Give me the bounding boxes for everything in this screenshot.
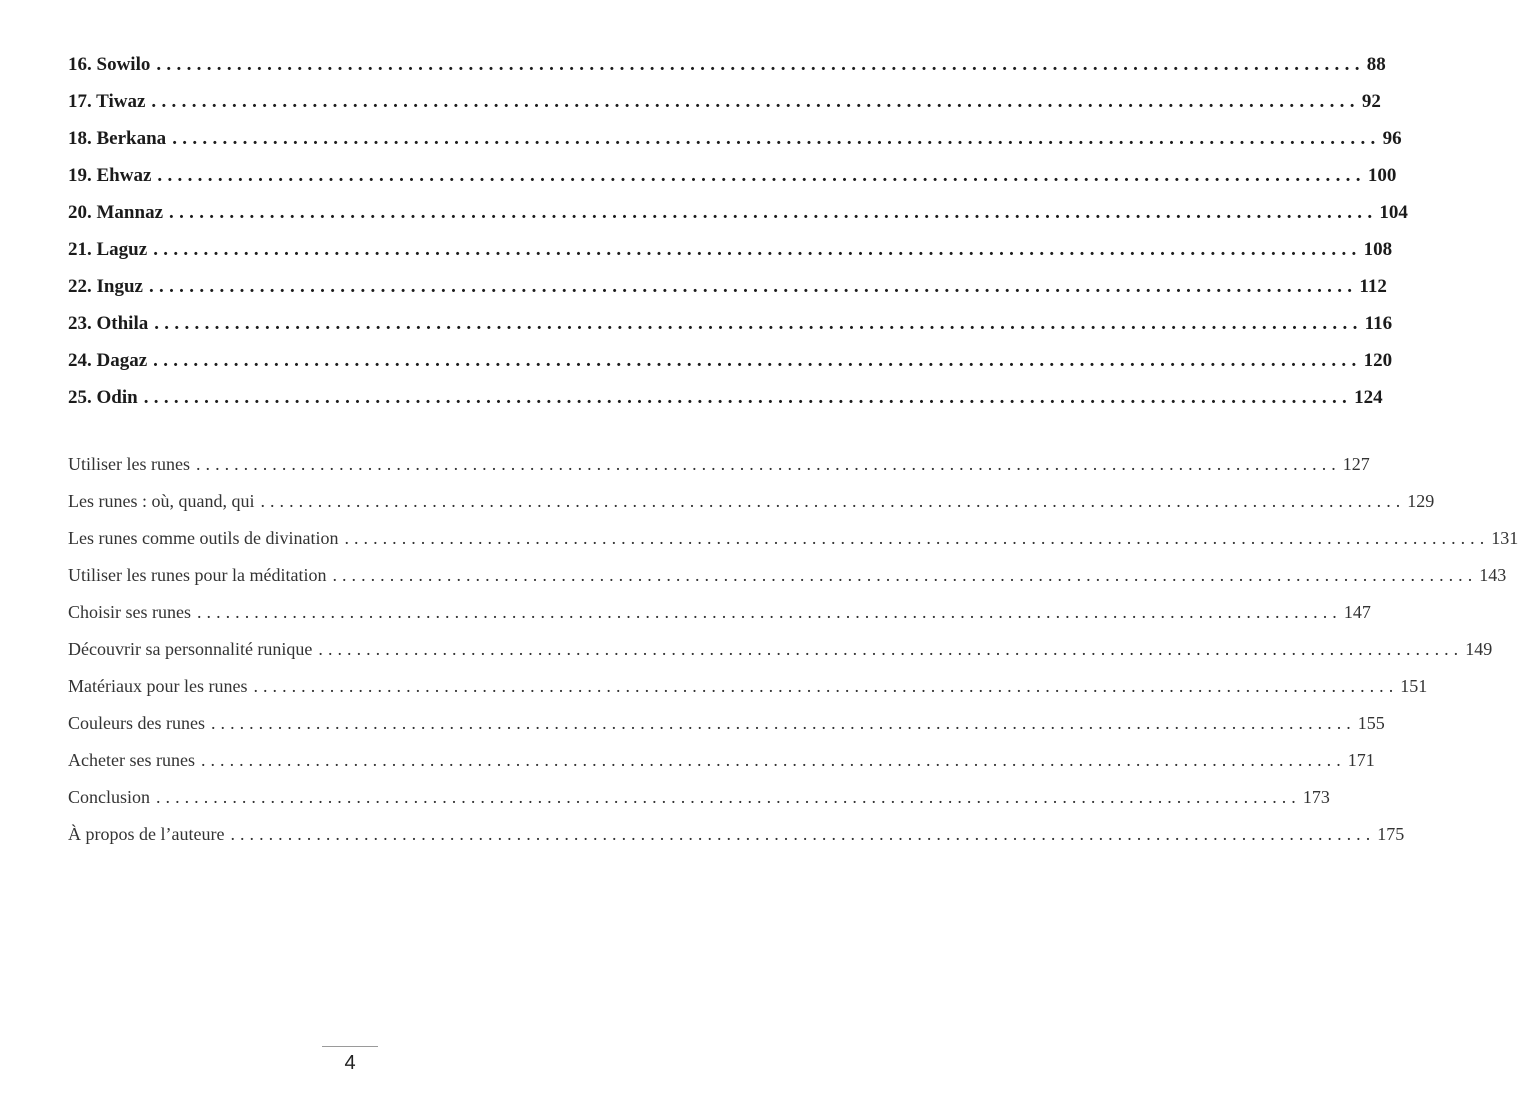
dot-leader: ........................................................................................................................ bbox=[148, 276, 1358, 297]
toc-entry[interactable] bbox=[68, 779, 1330, 816]
toc-entry[interactable] bbox=[68, 705, 1385, 742]
toc-chapter-list bbox=[68, 446, 1518, 853]
toc-entry-title: 25. Odin bbox=[68, 387, 138, 408]
dot-leader: ........................................................................................................................ bbox=[197, 602, 1342, 622]
toc-entry[interactable] bbox=[68, 557, 1507, 594]
toc-entry-title: 21. Laguz bbox=[68, 239, 148, 260]
toc-entry[interactable] bbox=[68, 742, 1375, 779]
toc-entry-title: 22. Inguz bbox=[68, 276, 143, 297]
toc-entry-page: 100 bbox=[1367, 165, 1397, 186]
dot-leader: ........................................................................................................................ bbox=[344, 528, 1490, 548]
toc-entry-page: 104 bbox=[1379, 202, 1408, 223]
dot-leader: ........................................................................................................................ bbox=[332, 565, 1478, 585]
toc-entry-title: 16. Sowilo bbox=[68, 54, 151, 75]
toc-entry[interactable] bbox=[68, 268, 1387, 305]
toc-entry[interactable] bbox=[68, 446, 1370, 483]
toc-entry[interactable] bbox=[68, 342, 1393, 379]
dot-leader: ........................................................................................................................ bbox=[230, 824, 1376, 844]
toc-entry-page: 155 bbox=[1357, 713, 1385, 733]
toc-rune-list bbox=[68, 46, 1408, 416]
toc-entry-page: 173 bbox=[1302, 787, 1330, 807]
toc-entry-title: Utiliser les runes pour la méditation bbox=[68, 565, 327, 585]
toc-entry-title: Choisir ses runes bbox=[68, 602, 191, 622]
toc-entry-page: 175 bbox=[1377, 824, 1405, 844]
toc-entry[interactable] bbox=[68, 46, 1386, 83]
toc-entry-title: Les runes comme outils de divination bbox=[68, 528, 339, 548]
toc-entry[interactable] bbox=[68, 231, 1393, 268]
toc-entry-title: 19. Ehwaz bbox=[68, 165, 152, 186]
dot-leader: ........................................................................................................................ bbox=[151, 91, 1360, 112]
toc-entry[interactable] bbox=[68, 594, 1371, 631]
dot-leader: ........................................................................................................................ bbox=[210, 713, 1356, 733]
toc-entry[interactable] bbox=[68, 379, 1383, 416]
toc-entry-page: 116 bbox=[1364, 313, 1393, 334]
toc-entry[interactable] bbox=[68, 816, 1405, 853]
toc-entry-page: 88 bbox=[1366, 54, 1386, 75]
dot-leader: ........................................................................................................................ bbox=[172, 128, 1381, 149]
toc-entry-title: 18. Berkana bbox=[68, 128, 167, 149]
dot-leader: ........................................................................................................................ bbox=[200, 750, 1346, 770]
dot-leader: ........................................................................................................................ bbox=[143, 387, 1353, 408]
toc-entry-title: 20. Mannaz bbox=[68, 202, 163, 223]
toc-entry-page: 127 bbox=[1342, 454, 1370, 474]
toc-entry-title: Acheter ses runes bbox=[68, 750, 195, 770]
toc-entry-page: 143 bbox=[1479, 565, 1507, 585]
toc-entry[interactable] bbox=[68, 483, 1435, 520]
toc-entry-page: 171 bbox=[1347, 750, 1375, 770]
toc-entry-title: 17. Tiwaz bbox=[68, 91, 146, 112]
dot-leader: ........................................................................................................................ bbox=[195, 454, 1341, 474]
dot-leader: ........................................................................................................................ bbox=[153, 239, 1362, 260]
toc-entry[interactable] bbox=[68, 305, 1393, 342]
dot-leader: ........................................................................................................................ bbox=[156, 787, 1301, 807]
footer-divider bbox=[322, 1046, 378, 1047]
dot-leader: ........................................................................................................................ bbox=[157, 165, 1366, 186]
toc-entry-title: 23. Othila bbox=[68, 313, 149, 334]
toc-entry-page: 92 bbox=[1361, 91, 1381, 112]
toc-entry-page: 129 bbox=[1407, 491, 1435, 511]
dot-leader: ........................................................................................................................ bbox=[253, 676, 1399, 696]
toc-entry-title: Les runes : où, quand, qui bbox=[68, 491, 255, 511]
toc-entry[interactable] bbox=[68, 83, 1381, 120]
toc-entry[interactable] bbox=[68, 631, 1493, 668]
toc-entry-page: 131 bbox=[1491, 528, 1518, 548]
toc-entry-title: 24. Dagaz bbox=[68, 350, 148, 371]
dot-leader: ........................................................................................................................ bbox=[260, 491, 1406, 511]
toc-entry-title: Matériaux pour les runes bbox=[68, 676, 248, 696]
toc-entry-title: Couleurs des runes bbox=[68, 713, 205, 733]
dot-leader: ........................................................................................................................ bbox=[169, 202, 1378, 223]
toc-entry[interactable] bbox=[68, 520, 1518, 557]
dot-leader: ........................................................................................................................ bbox=[154, 313, 1363, 334]
dot-leader: ........................................................................................................................ bbox=[318, 639, 1464, 659]
dot-leader: ........................................................................................................................ bbox=[156, 54, 1365, 75]
toc-entry-page: 112 bbox=[1359, 276, 1387, 297]
toc-entry-page: 151 bbox=[1400, 676, 1428, 696]
toc-entry[interactable] bbox=[68, 194, 1408, 231]
toc-entry-title: Utiliser les runes bbox=[68, 454, 190, 474]
toc-entry[interactable] bbox=[68, 120, 1402, 157]
toc-entry[interactable] bbox=[68, 157, 1397, 194]
toc-entry[interactable] bbox=[68, 668, 1428, 705]
toc-entry-title: Découvrir sa personnalité runique bbox=[68, 639, 313, 659]
page-number: 4 bbox=[344, 1052, 356, 1074]
toc-entry-page: 147 bbox=[1343, 602, 1371, 622]
toc-entry-title: À propos de l’auteure bbox=[68, 824, 225, 844]
toc-entry-page: 96 bbox=[1382, 128, 1402, 149]
toc-entry-page: 124 bbox=[1354, 387, 1383, 408]
toc-entry-page: 108 bbox=[1363, 239, 1393, 260]
toc-entry-page: 120 bbox=[1363, 350, 1393, 371]
dot-leader: ........................................................................................................................ bbox=[153, 350, 1362, 371]
toc-entry-page: 149 bbox=[1465, 639, 1493, 659]
toc-entry-title: Conclusion bbox=[68, 787, 151, 807]
